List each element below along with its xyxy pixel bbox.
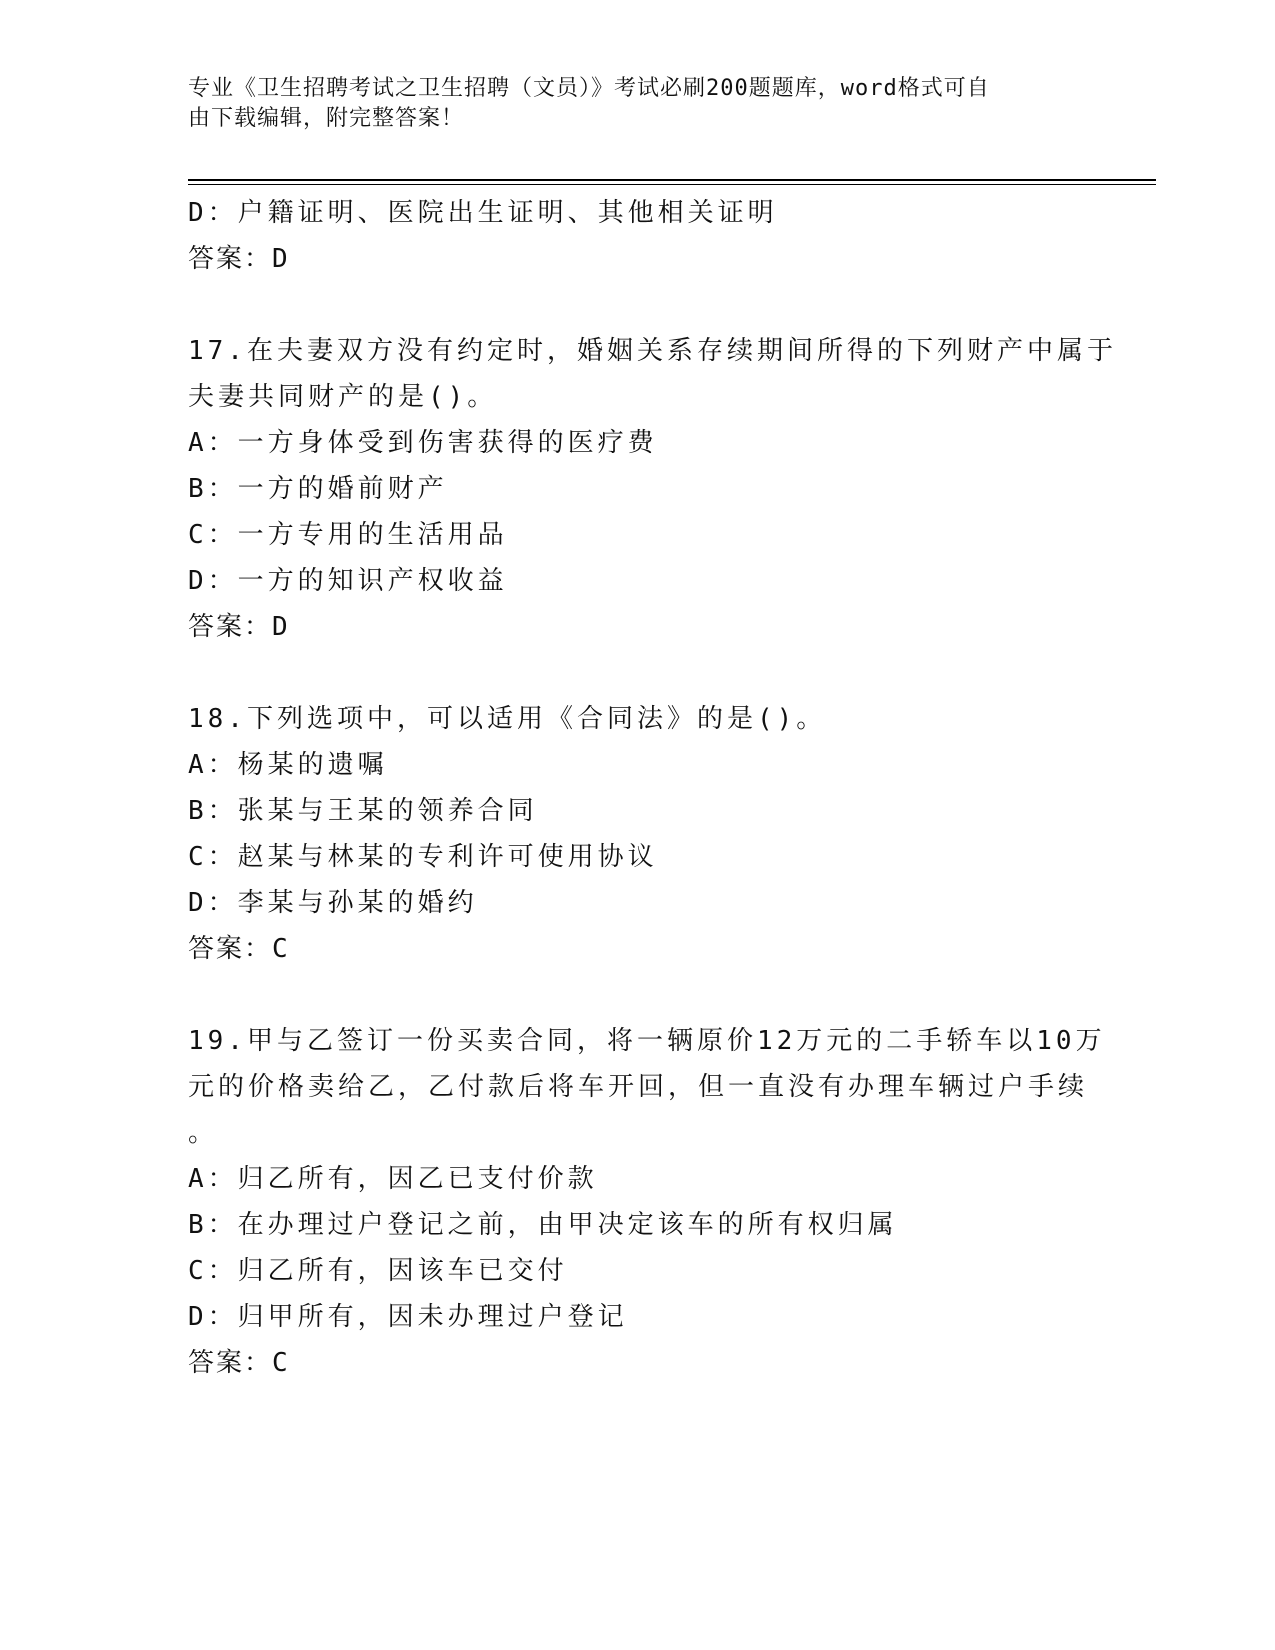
- header-rule-thin: [188, 184, 1156, 185]
- header-line-2: 由下载编辑，附完整答案！: [188, 106, 465, 131]
- option-b: B：在办理过户登记之前，由甲决定该车的所有权归属: [188, 1210, 898, 1240]
- question-stem-line: 19.甲与乙签订一份买卖合同，将一辆原价12万元的二手轿车以10万: [188, 1026, 1106, 1056]
- option-c: C：一方专用的生活用品: [188, 520, 508, 550]
- option-b: B：一方的婚前财产: [188, 474, 448, 504]
- option-a: A：杨某的遗嘱: [188, 750, 388, 780]
- answer-line: [188, 926, 1088, 972]
- question-stem-line: 元的价格卖给乙，乙付款后将车开回，但一直没有办理车辆过户手续: [188, 1072, 1089, 1102]
- answer-line: [188, 236, 1088, 282]
- header-line-1: 专业《卫生招聘考试之卫生招聘（文员）》考试必刷200题题库，word格式可自: [188, 76, 990, 101]
- answer-value: C: [272, 934, 290, 964]
- answer-value: D: [272, 612, 290, 642]
- option-a: A：归乙所有，因乙已支付价款: [188, 1164, 598, 1194]
- answer-label: 答案：: [188, 1348, 273, 1378]
- question-17: [188, 328, 1117, 650]
- answer-value: D: [272, 244, 290, 274]
- question-stem-line: 夫妻共同财产的是()。: [188, 382, 498, 412]
- carry-over-question: [188, 190, 1088, 282]
- question-content: [188, 190, 1117, 1386]
- answer-value: C: [272, 1348, 290, 1378]
- question-stem-line: 。: [188, 1118, 219, 1148]
- option-d: D：归甲所有，因未办理过户登记: [188, 1302, 628, 1332]
- option-d: D：一方的知识产权收益: [188, 566, 508, 596]
- option-b: B：张某与王某的领养合同: [188, 796, 538, 826]
- question-18: [188, 696, 1088, 972]
- question-19: [188, 1018, 1106, 1386]
- answer-line: [188, 1340, 1088, 1386]
- option-d: D：李某与孙某的婚约: [188, 888, 478, 918]
- option-a: A：一方身体受到伤害获得的医疗费: [188, 428, 658, 458]
- option-c: C：赵某与林某的专利许可使用协议: [188, 842, 658, 872]
- answer-label: 答案：: [188, 244, 273, 274]
- answer-line: [188, 604, 1088, 650]
- page-header: [188, 74, 1068, 134]
- question-stem-line: 17.在夫妻双方没有约定时，婚姻关系存续期间所得的下列财产中属于: [188, 336, 1117, 366]
- answer-label: 答案：: [188, 612, 273, 642]
- option-c: C：归乙所有，因该车已交付: [188, 1256, 568, 1286]
- answer-label: 答案：: [188, 934, 273, 964]
- question-stem-line: 18.下列选项中，可以适用《合同法》的是()。: [188, 704, 827, 734]
- header-rule-thick: [188, 179, 1156, 181]
- option-d: D：户籍证明、医院出生证明、其他相关证明: [188, 198, 778, 228]
